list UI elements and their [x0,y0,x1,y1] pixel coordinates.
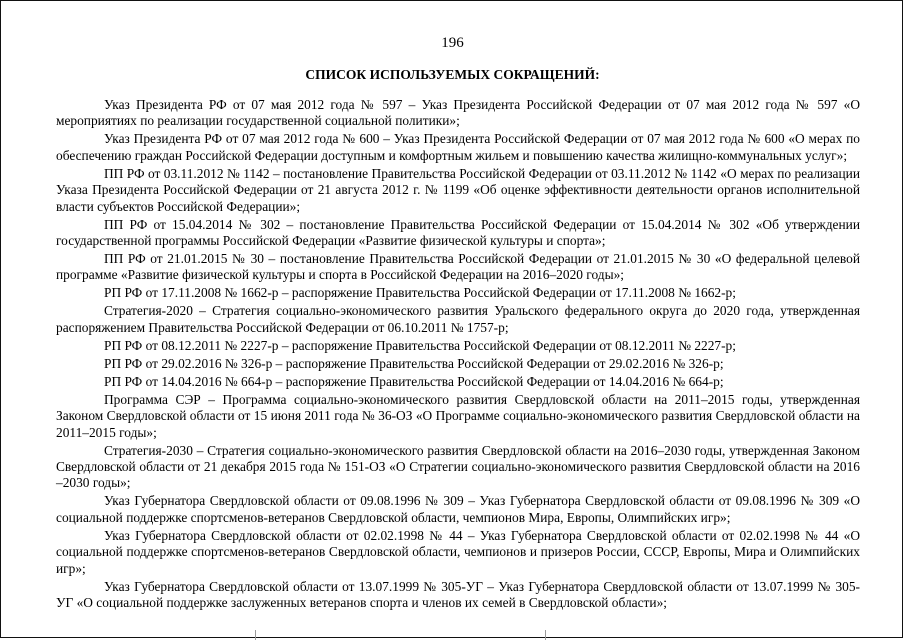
abbreviation-entry: РП РФ от 29.02.2016 № 326-р – распоряжение Правительства Российской Федерации от 29.02.2016 № 326-р; [104,355,724,371]
abbreviation-entry: ПП РФ от 15.04.2014 № 302 – постановление Правительства Российской Федерации от 15.04.2014 № 302 «Об утверждении государственной программы Российской Федерации «Развитие физической культуры и спорта»; [56,216,860,249]
abbreviation-entry: Программа СЭР – Программа социально-экономического развития Свердловской области на 2011–2015 годы, утвержденная Законом Свердловской области от 15 июня 2011 года № 36-ОЗ «О Программе социально-экономического развития Свердловской области на 2011–2015 годы»; [56,391,860,440]
abbreviation-entry: РП РФ от 08.12.2011 № 2227-р – распоряжение Правительства Российской Федерации от 08.12.2011 № 2227-р; [104,337,736,353]
abbreviation-entry: Указ Губернатора Свердловской области от 02.02.1998 № 44 – Указ Губернатора Свердловской области от 02.02.1998 № 44 «О социальной поддержке спортсменов-ветеранов Свердловской области, чемпионов и призеров России, СССР, Европы, Мира и Олимпийских игр»; [56,527,860,576]
abbreviation-entry: Указ Губернатора Свердловской области от 13.07.1999 № 305-УГ – Указ Губернатора Свердловской области от 13.07.1999 № 305-УГ «О социальной поддержке заслуженных ветеранов спорта и членов их семей в Свердловской области»; [56,578,860,611]
page-title: СПИСОК ИСПОЛЬЗУЕМЫХ СОКРАЩЕНИЙ: [305,67,600,82]
abbreviation-entry: ПП РФ от 21.01.2015 № 30 – постановление Правительства Российской Федерации от 21.01.2015 № 30 «О федеральной целевой программе «Развитие физической культуры и спорта в Российской Федерации на 2016–2020 годы»; [56,251,860,283]
abbreviations-list [56,97,860,613]
page-number: 196 [441,35,464,51]
abbreviation-entry: Указ Губернатора Свердловской области от 09.08.1996 № 309 – Указ Губернатора Свердловской области от 09.08.1996 № 309 «О социальной поддержке спортсменов-ветеранов Свердловской области, чемпионов Мира, Европы, Олимпийских игр»; [56,493,860,525]
abbreviation-entry: РП РФ от 14.04.2016 № 664-р – распоряжение Правительства Российской Федерации от 14.04.2016 № 664-р; [104,373,724,389]
abbreviation-entry: Указ Президента РФ от 07 мая 2012 года № 597 – Указ Президента Российской Федерации от 07 мая 2012 года № 597 «О мероприятиях по реализации государственной социальной политики»; [56,97,860,129]
abbreviation-entry: ПП РФ от 03.11.2012 № 1142 – постановление Правительства Российской Федерации от 03.11.2012 № 1142 «О мерах по реализации Указа Президента Российской Федерации от 21 августа 2012 г. № 1199 «Об оценке эффективности деятельности органов исполнительной власти субъектов Российской Федерации»; [56,165,860,214]
abbreviation-entry: Стратегия-2030 – Стратегия социально-экономического развития Свердловской области на 2016–2030 годы, утвержденная Законом Свердловской области от 21 декабря 2015 года № 151-ОЗ «О Стратегии социально-экономического развития Свердловской области на 2016 –2030 годы»; [56,442,860,491]
abbreviation-entry: Указ Президента РФ от 07 мая 2012 года № 600 – Указ Президента Российской Федерации от 07 мая 2012 года № 600 «О мерах по обеспечению граждан Российской Федерации доступным и комфортным жильем и повышению качества жилищно-коммунальных услуг»; [56,131,860,163]
scan-edge-mark [545,630,546,640]
scan-edge-mark [255,630,256,640]
abbreviation-entry: Стратегия-2020 – Стратегия социально-экономического развития Уральского федерального округа до 2020 года, утвержденная распоряжением Правительства Российской Федерации от 06.10.2011 № 1757-р; [56,303,860,335]
abbreviation-entry: РП РФ от 17.11.2008 № 1662-р – распоряжение Правительства Российской Федерации от 17.11.2008 № 1662-р; [104,285,736,301]
